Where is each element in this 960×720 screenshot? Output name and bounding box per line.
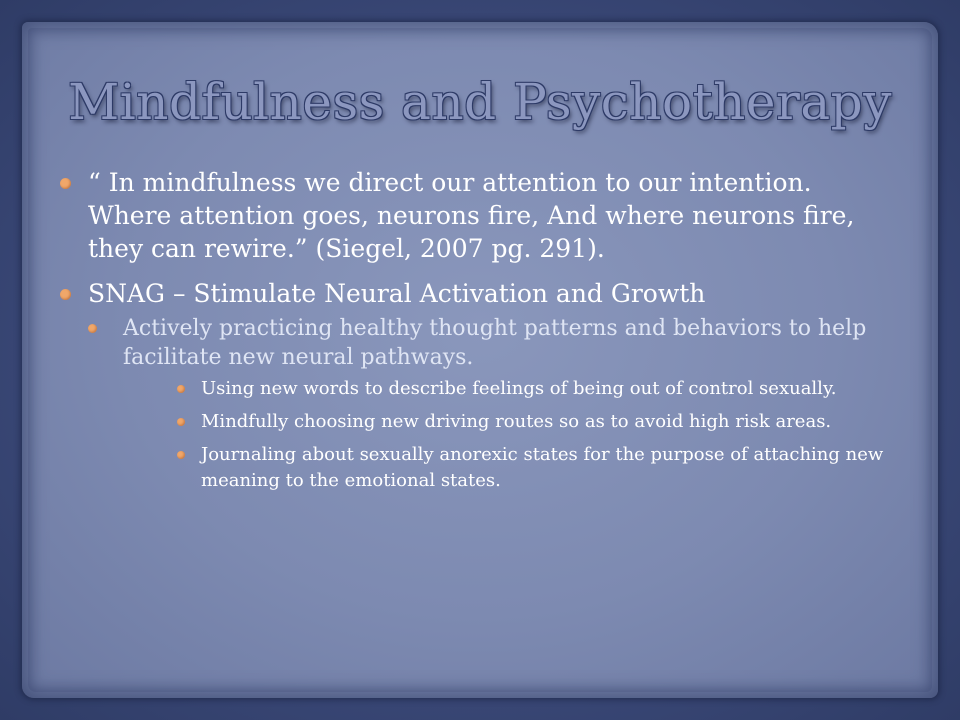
sub-sub-bullet-item [161,409,890,435]
bullet-dot-icon [177,451,185,459]
bullet-dot-icon [88,324,97,333]
sub-sub-bullet-text: Using new words to describe feelings of being out of control sexually. [201,378,837,399]
slide-content [60,166,890,506]
bullet-dot-icon [177,385,185,393]
bullet-item-quote [60,166,890,265]
bullet-dot-icon [177,418,185,426]
sub-sub-bullet-text: Mindfully choosing new driving routes so as to avoid high risk areas. [201,411,832,432]
bullet-list [60,166,890,494]
sub-sub-bullet-item [161,376,890,402]
sub-sub-bullet-item [161,442,890,494]
bullet-dot-icon [60,178,71,189]
bullet-dot-icon [60,289,71,300]
sub-bullet-list [60,314,890,494]
sub-sub-bullet-list [123,376,890,494]
bullet-text: “ In mindfulness we direct our attention to our intention. Where attention goes, neurons fire, And where neurons fire, they can rewire.” (Siegel, 2007 pg. 291). [88,168,855,263]
sub-sub-bullet-text: Journaling about sexually anorexic states for the purpose of attaching new meaning to the emotional states. [201,444,884,491]
sub-bullet-text: Actively practicing healthy thought patterns and behaviors to help facilitate new neural pathways. [123,316,867,370]
bullet-text: SNAG – Stimulate Neural Activation and Growth [88,279,706,308]
bullet-item-snag [60,277,890,494]
slide-title: Mindfulness and Psychotherapy [68,73,892,131]
sub-bullet-item [88,314,890,494]
